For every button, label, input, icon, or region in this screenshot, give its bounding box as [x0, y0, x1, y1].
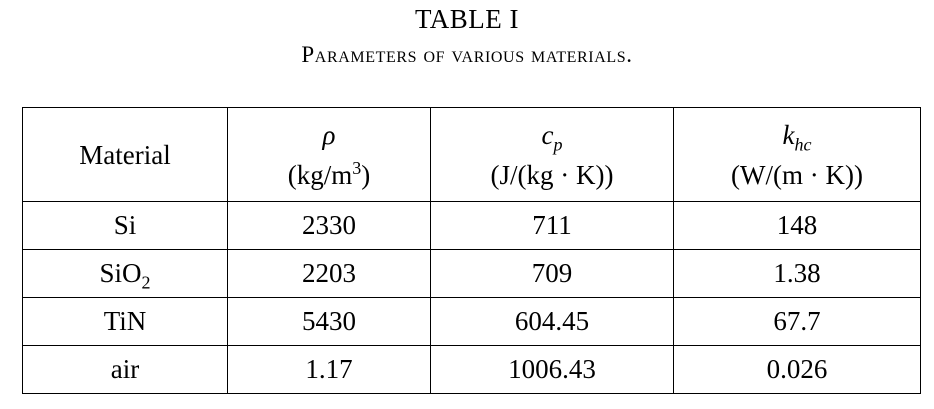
heat-capacity-cell: 1006.43 [431, 346, 674, 394]
header-material [23, 108, 228, 202]
header-thermal-conductivity [674, 108, 921, 202]
table-row [23, 298, 921, 346]
table-label: TABLE I [414, 4, 520, 34]
density-unit: $(kg/m^3)$ [287, 157, 371, 190]
table-row [23, 250, 921, 298]
material-cell: TiN [23, 298, 228, 346]
table-row [23, 202, 921, 250]
header-row [23, 108, 921, 202]
thermal-conductivity-symbol: $k_{hc}$ [782, 119, 812, 154]
thermal-conductivity-cell: 1.38 [674, 250, 921, 298]
header-heat-capacity [431, 108, 674, 202]
heat-capacity-cell: 709 [431, 250, 674, 298]
parameters-table [22, 107, 921, 394]
density-cell: 2203 [228, 250, 431, 298]
heat-capacity-unit: (J/(kg · K)) [490, 159, 614, 190]
heat-capacity-symbol: $c_p$ [541, 119, 563, 154]
density-cell: 5430 [228, 298, 431, 346]
material-cell: SiO$_2$ [23, 250, 228, 298]
density-cell: 2330 [228, 202, 431, 250]
material-cell: Si [23, 202, 228, 250]
thermal-conductivity-cell: 67.7 [674, 298, 921, 346]
table-row [23, 346, 921, 394]
material-cell: air [23, 346, 228, 394]
density-cell: 1.17 [228, 346, 431, 394]
table-title: Parameters of various materials. [301, 42, 633, 67]
heat-capacity-cell: 604.45 [431, 298, 674, 346]
thermal-conductivity-cell: 148 [674, 202, 921, 250]
thermal-conductivity-cell: 0.026 [674, 346, 921, 394]
thermal-conductivity-unit: (W/(m · K)) [731, 159, 863, 190]
header-material-label: Material [79, 139, 171, 170]
density-symbol: ρ [322, 119, 336, 150]
heat-capacity-cell: 711 [431, 202, 674, 250]
header-density [228, 108, 431, 202]
